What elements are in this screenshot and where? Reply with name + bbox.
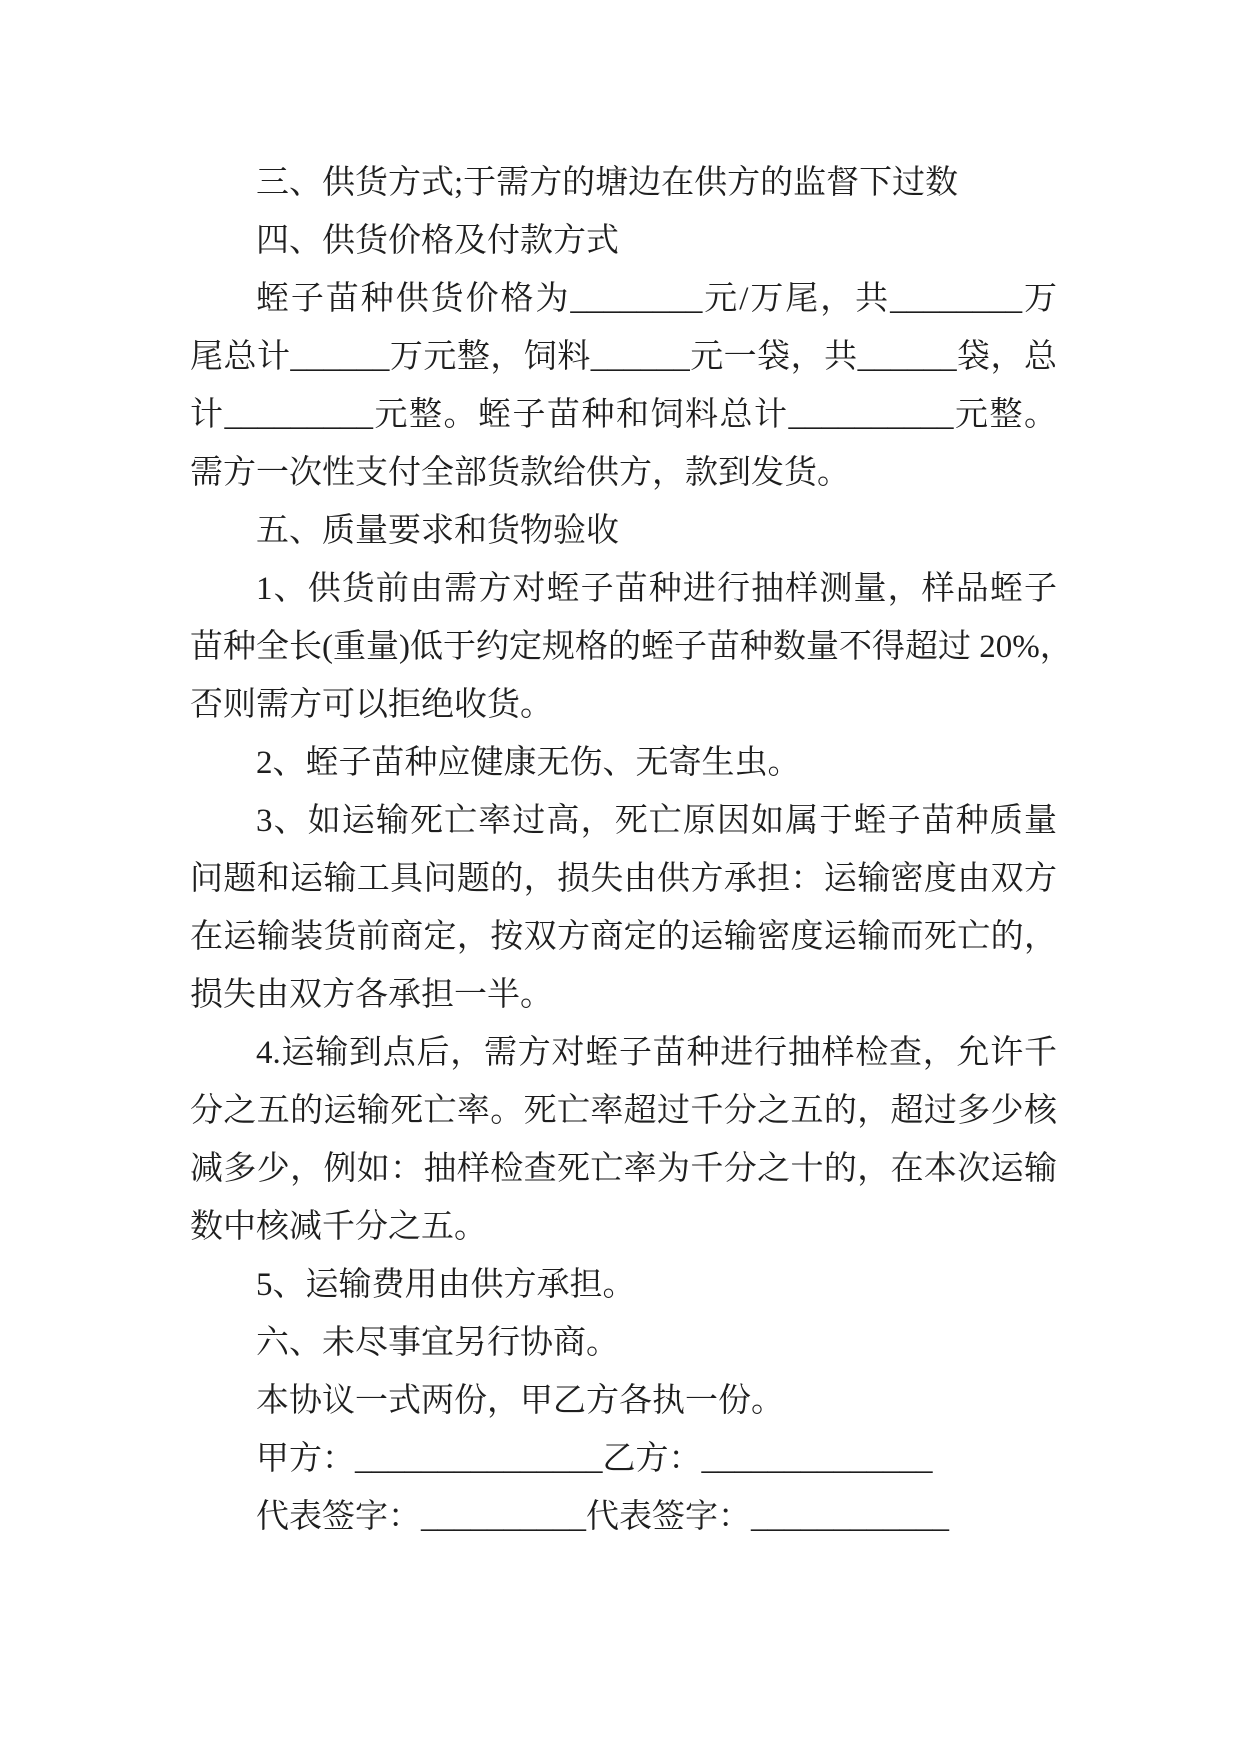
section-6-clause xyxy=(190,1314,1057,1372)
rep-a-blank: __________ xyxy=(421,1499,586,1535)
text-line: 蛭子苗种供货价格为________元/万尾，共________万 xyxy=(256,281,1057,317)
text-line: 在运输装货前商定，按双方商定的运输密度运输而死亡的， xyxy=(190,919,1057,955)
price-payment-clause xyxy=(190,270,1057,502)
text-line: 本协议一式两份，甲乙方各执一份。 xyxy=(256,1383,784,1419)
party-b-blank: ______________ xyxy=(701,1441,933,1477)
text-line: 计_________元整。蛭子苗种和饲料总计__________元整。 xyxy=(190,397,1057,433)
section-5-quality-heading xyxy=(190,502,1057,560)
copies-clause xyxy=(190,1372,1057,1430)
text-line: 4.运输到点后，需方对蛭子苗种进行抽样检查，允许千 xyxy=(256,1035,1057,1071)
quality-item-2 xyxy=(190,734,1057,792)
text-line: 数中核减千分之五。 xyxy=(190,1209,487,1245)
text-line: 1、供货前由需方对蛭子苗种进行抽样测量，样品蛭子 xyxy=(256,571,1057,607)
text-line: 尾总计______万元整，饲料______元一袋，共______袋，总 xyxy=(190,339,1057,375)
quality-item-3 xyxy=(190,792,1057,1024)
party-a-label: 甲方： xyxy=(256,1441,355,1477)
signature-row-parties xyxy=(190,1430,1057,1488)
document-body xyxy=(190,154,1073,1546)
quality-item-5 xyxy=(190,1256,1057,1314)
rep-a-label: 代表签字： xyxy=(256,1499,421,1535)
text-line: 六、未尽事宜另行协商。 xyxy=(256,1325,619,1361)
text-line: 5、运输费用由供方承担。 xyxy=(256,1267,636,1303)
text-line: 四、供货价格及付款方式 xyxy=(256,223,619,259)
text-line: 否则需方可以拒绝收货。 xyxy=(190,687,553,723)
section-3-supply-method xyxy=(190,154,1057,212)
text-line: 分之五的运输死亡率。死亡率超过千分之五的，超过多少核 xyxy=(190,1093,1057,1129)
quality-item-4 xyxy=(190,1024,1057,1256)
rep-b-blank: ____________ xyxy=(751,1499,949,1535)
quality-item-1 xyxy=(190,560,1073,734)
signature-row-representatives xyxy=(190,1488,1057,1546)
text-line: 苗种全长(重量)低于约定规格的蛭子苗种数量不得超过 20%， xyxy=(190,629,1073,665)
text-line: 减多少，例如：抽样检查死亡率为千分之十的，在本次运输 xyxy=(190,1151,1057,1187)
party-b-label: 乙方： xyxy=(602,1441,702,1477)
text-line: 五、质量要求和货物验收 xyxy=(256,513,619,549)
text-line: 需方一次性支付全部货款给供方，款到发货。 xyxy=(190,455,850,491)
party-a-blank: _______________ xyxy=(355,1441,603,1477)
text-line: 损失由双方各承担一半。 xyxy=(190,977,553,1013)
text-line: 三、供货方式;于需方的塘边在供方的监督下过数 xyxy=(256,165,959,201)
section-4-price-payment-heading xyxy=(190,212,1057,270)
text-line: 问题和运输工具问题的，损失由供方承担：运输密度由双方 xyxy=(190,861,1057,897)
text-line: 3、如运输死亡率过高，死亡原因如属于蛭子苗种质量 xyxy=(256,803,1057,839)
text-line: 2、蛭子苗种应健康无伤、无寄生虫。 xyxy=(256,745,801,781)
rep-b-label: 代表签字： xyxy=(586,1499,751,1535)
